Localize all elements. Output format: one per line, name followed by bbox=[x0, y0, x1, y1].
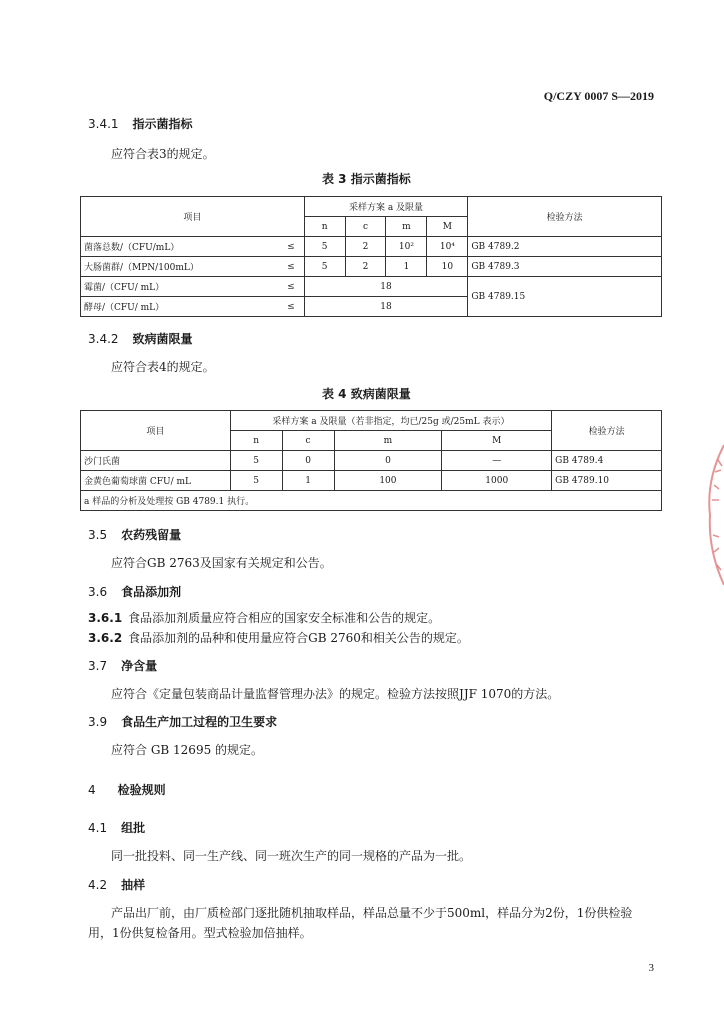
page-number: 3 bbox=[648, 962, 654, 974]
table-cell-M: 1000 bbox=[442, 471, 552, 491]
table4-sub-m: m bbox=[334, 431, 442, 451]
table-cell-item: 金黄色葡萄球菌 CFU/ mL bbox=[81, 471, 231, 491]
seal-stamp-icon bbox=[702, 440, 724, 590]
table-cell-c: 2 bbox=[345, 237, 386, 257]
section-3-7-heading bbox=[88, 657, 157, 674]
table-cell-m: 10² bbox=[386, 237, 427, 257]
table-cell-method: GB 4789.15 bbox=[468, 277, 662, 317]
table-cell-M: 10 bbox=[427, 257, 468, 277]
section-4-2-heading bbox=[88, 876, 145, 893]
table4-header-method: 检验方法 bbox=[552, 411, 662, 451]
table-cell-M: — bbox=[442, 451, 552, 471]
table-cell-item: 大肠菌群/（MPN/100mL） bbox=[81, 257, 279, 277]
table-cell-n: 5 bbox=[304, 237, 345, 257]
section-number: 3.6.1 bbox=[88, 611, 123, 625]
section-text: 食品添加剂质量应符合相应的国家安全标准和公告的规定。 bbox=[128, 611, 441, 625]
section-3-4-1-text: 应符合表3的规定。 bbox=[111, 147, 215, 161]
table-cell-method: GB 4789.3 bbox=[468, 257, 662, 277]
table-cell-item: 沙门氏菌 bbox=[81, 451, 231, 471]
section-title: 净含量 bbox=[121, 659, 158, 673]
table-cell-method: GB 4789.4 bbox=[552, 451, 662, 471]
table4 bbox=[80, 410, 662, 511]
table-cell-c: 0 bbox=[282, 451, 334, 471]
document-code: Q/CZY 0007 S—2019 bbox=[543, 89, 654, 103]
table-cell-item: 酵母/（CFU/ mL） bbox=[81, 297, 279, 317]
table3-caption: 表 3 指示菌指标 bbox=[322, 172, 411, 186]
section-3-5-heading bbox=[88, 526, 181, 543]
section-3-4-1-heading bbox=[88, 115, 193, 132]
section-number: 3.4.1 bbox=[88, 117, 119, 131]
section-number: 3.7 bbox=[88, 659, 108, 673]
section-3-6-1-text bbox=[88, 609, 440, 626]
section-title: 抽样 bbox=[121, 878, 146, 892]
section-number: 4 bbox=[88, 783, 96, 797]
section-4-1-heading bbox=[88, 819, 145, 836]
section-3-9-heading bbox=[88, 713, 277, 730]
table-cell-n: 5 bbox=[304, 257, 345, 277]
section-3-4-2-text: 应符合表4的规定。 bbox=[111, 360, 215, 374]
table3-header-item: 项目 bbox=[81, 197, 305, 237]
section-4-2-text-line1: 产品出厂前，由厂质检部门逐批随机抽取样品，样品总量不少于500ml，样品分为2份，1份供检验 bbox=[111, 906, 633, 920]
section-title: 组批 bbox=[121, 821, 146, 835]
table-row bbox=[81, 451, 662, 471]
section-3-5-text: 应符合GB 2763及国家有关规定和公告。 bbox=[111, 556, 332, 570]
table-cell-n: 5 bbox=[230, 471, 282, 491]
table4-sub-n: n bbox=[230, 431, 282, 451]
section-number: 3.4.2 bbox=[88, 332, 119, 346]
table-row bbox=[81, 257, 662, 277]
section-3-7-text: 应符合《定量包装商品计量监督管理办法》的规定。检验方法按照JJF 1070的方法。 bbox=[111, 687, 560, 701]
section-title: 致病菌限量 bbox=[132, 332, 193, 346]
table-cell-c: 2 bbox=[345, 257, 386, 277]
table3 bbox=[80, 196, 662, 317]
table-cell-n: 5 bbox=[230, 451, 282, 471]
table3-header-method: 检验方法 bbox=[468, 197, 662, 237]
section-text: 食品添加剂的品种和使用量应符合GB 2760和相关公告的规定。 bbox=[128, 631, 469, 645]
section-title: 食品生产加工过程的卫生要求 bbox=[121, 715, 278, 729]
table-cell-item: 菌落总数/（CFU/mL） bbox=[81, 237, 279, 257]
section-4-heading bbox=[88, 781, 166, 798]
table4-header-plan: 采样方案 a 及限量（若非指定，均已/25g 或/25mL 表示） bbox=[230, 411, 551, 431]
section-number: 3.5 bbox=[88, 528, 108, 542]
table4-sub-M: M bbox=[442, 431, 552, 451]
section-title: 指示菌指标 bbox=[132, 117, 193, 131]
table-cell-m: 0 bbox=[334, 451, 442, 471]
table4-header-item: 项目 bbox=[81, 411, 231, 451]
section-number: 3.9 bbox=[88, 715, 108, 729]
table4-caption: 表 4 致病菌限量 bbox=[322, 387, 411, 401]
table-cell-M: 10⁴ bbox=[427, 237, 468, 257]
table4-note: a 样品的分析及处理按 GB 4789.1 执行。 bbox=[81, 491, 662, 511]
table-cell-c: 1 bbox=[282, 471, 334, 491]
table-row bbox=[81, 471, 662, 491]
table-cell-method: GB 4789.10 bbox=[552, 471, 662, 491]
section-number: 4.2 bbox=[88, 878, 108, 892]
table-cell-value: 18 bbox=[304, 297, 468, 317]
table3-header-plan: 采样方案 a 及限量 bbox=[304, 197, 468, 217]
table-cell-le: ≤ bbox=[278, 277, 304, 297]
table3-sub-c: c bbox=[345, 217, 386, 237]
table3-sub-n: n bbox=[304, 217, 345, 237]
section-4-2-text-line2: 用，1份供复检备用。型式检验加倍抽样。 bbox=[88, 926, 312, 940]
table-cell-value: 18 bbox=[304, 277, 468, 297]
table-row bbox=[81, 277, 662, 297]
section-title: 检验规则 bbox=[117, 783, 166, 797]
table-cell-m: 1 bbox=[386, 257, 427, 277]
section-number: 3.6 bbox=[88, 585, 108, 599]
table-cell-le: ≤ bbox=[278, 237, 304, 257]
table-cell-le: ≤ bbox=[278, 297, 304, 317]
section-3-6-heading bbox=[88, 583, 181, 600]
table3-sub-M: M bbox=[427, 217, 468, 237]
table-cell-item: 霉菌/（CFU/ mL） bbox=[81, 277, 279, 297]
table-cell-m: 100 bbox=[334, 471, 442, 491]
table4-sub-c: c bbox=[282, 431, 334, 451]
table-cell-method: GB 4789.2 bbox=[468, 237, 662, 257]
section-number: 3.6.2 bbox=[88, 631, 123, 645]
section-3-9-text: 应符合 GB 12695 的规定。 bbox=[111, 743, 264, 757]
section-4-1-text: 同一批投料、同一生产线、同一班次生产的同一规格的产品为一批。 bbox=[111, 849, 472, 863]
section-3-4-2-heading bbox=[88, 330, 193, 347]
table-row bbox=[81, 237, 662, 257]
table3-sub-m: m bbox=[386, 217, 427, 237]
table-cell-le: ≤ bbox=[278, 257, 304, 277]
section-title: 农药残留量 bbox=[121, 528, 182, 542]
section-number: 4.1 bbox=[88, 821, 108, 835]
section-title: 食品添加剂 bbox=[121, 585, 182, 599]
section-3-6-2-text bbox=[88, 629, 469, 646]
